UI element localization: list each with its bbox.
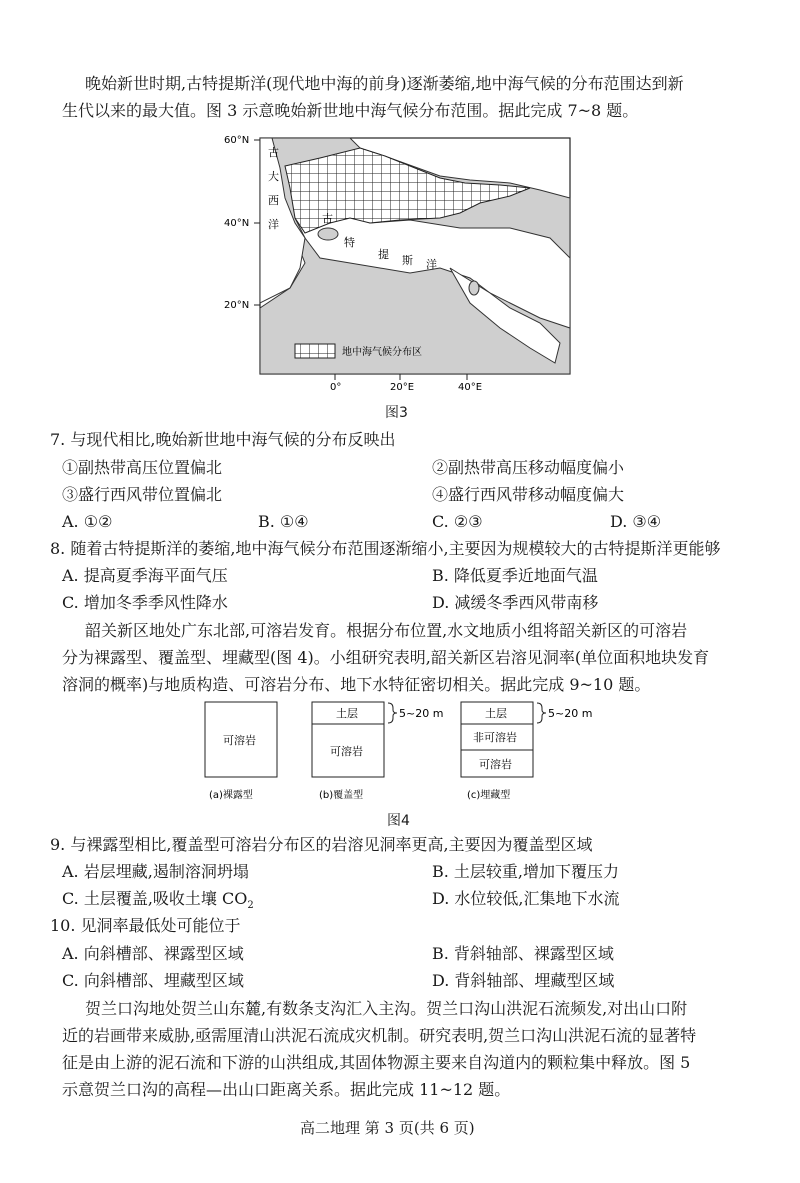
- q7-statement-2: ②副热带高压移动幅度偏小: [432, 458, 625, 477]
- q9-option-c: [62, 888, 254, 917]
- q10-option-a: A. 向斜槽部、裸露型区域: [62, 944, 244, 963]
- tethys-char-3: 提: [378, 248, 389, 261]
- q7-statement-1: ①副热带高压位置偏北: [62, 458, 223, 477]
- atlantic-char-2: 大: [268, 170, 279, 183]
- lat40-label: 40°N: [224, 218, 250, 229]
- intro3-line4: 示意贺兰口沟的高程—出山口距离关系。据此完成 11~12 题。: [62, 1080, 511, 1099]
- q7-stem: 7. 与现代相比,晚始新世地中海气候的分布反映出: [50, 430, 396, 449]
- intro1-line1: 晚始新世时期,古特提斯洋(现代地中海的前身)逐渐萎缩,地中海气候的分布范围达到新: [85, 74, 684, 93]
- q7-option-b: B. ①④: [258, 512, 309, 531]
- q7-statement-3: ③盛行西风带位置偏北: [62, 485, 223, 504]
- intro3-line2: 近的岩画带来威胁,亟需厘清山洪泥石流成灾机制。研究表明,贺兰口沟山洪泥石流的显著特: [62, 1026, 697, 1045]
- tethys-char-4: 斯: [402, 254, 413, 267]
- q8-stem: 8. 随着古特提斯洋的萎缩,地中海气候分布范围逐渐缩小,主要因为规模较大的古特提斯洋更能够: [50, 539, 721, 558]
- figure4-diagram: [195, 700, 605, 810]
- legend-label: 地中海气候分布区: [342, 347, 422, 358]
- fig4b-rock-label: 可溶岩: [330, 745, 363, 758]
- tethys-char-2: 特: [344, 236, 355, 249]
- island-2: [469, 281, 479, 295]
- q7-option-a: A. ①②: [62, 512, 113, 531]
- fig4b-depth: 5~20 m: [399, 707, 444, 720]
- fig4c-nonrock-label: 非可溶岩: [473, 731, 517, 744]
- q8-option-a: A. 提高夏季海平面气压: [62, 566, 228, 585]
- lon0-label: 0°: [330, 382, 342, 393]
- island-1: [318, 228, 338, 240]
- atlantic-char-4: 洋: [268, 218, 279, 231]
- intro3-line3: 征是由上游的泥石流和下游的山洪组成,其固体物源主要来自沟道内的颗粒集中释放。图 5: [62, 1053, 691, 1072]
- lat20-label: 20°N: [224, 300, 250, 311]
- q9-option-a: A. 岩层埋藏,遏制溶洞坍塌: [62, 862, 249, 881]
- q8-option-b: B. 降低夏季近地面气温: [432, 566, 598, 585]
- atlantic-char-1: 古: [268, 146, 279, 159]
- fig4c-soil-label: 土层: [485, 707, 507, 720]
- fig4a-caption: (a)裸露型: [209, 790, 253, 801]
- fig4c-rock-label: 可溶岩: [479, 758, 512, 771]
- intro2-line2: 分为裸露型、覆盖型、埋藏型(图 4)。小组研究表明,韶关新区岩溶见洞率(单位面积地块发育: [62, 648, 710, 667]
- q8-option-c: C. 增加冬季季风性降水: [62, 593, 228, 612]
- figure3-caption: 图3: [385, 405, 408, 421]
- q10-option-d: D. 背斜轴部、埋藏型区域: [432, 971, 615, 990]
- figure3-map: [210, 128, 590, 418]
- atlantic-char-3: 西: [268, 194, 279, 207]
- intro2-line1: 韶关新区地处广东北部,可溶岩发育。根据分布位置,水文地质小组将韶关新区的可溶岩: [85, 621, 688, 640]
- q9-option-d: D. 水位较低,汇集地下水流: [432, 889, 620, 908]
- q10-stem: 10. 见洞率最低处可能位于: [50, 916, 241, 935]
- legend-swatch: [295, 344, 335, 358]
- fig4b-soil-label: 土层: [336, 707, 358, 720]
- q7-option-d: D. ③④: [610, 512, 662, 531]
- lat60-label: 60°N: [224, 135, 250, 146]
- lon20-label: 20°E: [390, 382, 415, 393]
- q9-option-c-sub: 2: [247, 900, 254, 912]
- q10-option-b: B. 背斜轴部、裸露型区域: [432, 944, 614, 963]
- fig4c-caption: (c)埋藏型: [467, 790, 511, 801]
- q8-option-d: D. 减缓冬季西风带南移: [432, 593, 599, 612]
- intro1-line2: 生代以来的最大值。图 3 示意晚始新世地中海气候分布范围。据此完成 7~8 题。: [62, 101, 639, 120]
- fig4b-caption: (b)覆盖型: [319, 790, 364, 801]
- intro2-line3: 溶洞的概率)与地质构造、可溶岩分布、地下水特征密切相关。据此完成 9~10 题。: [62, 675, 651, 694]
- lon40-label: 40°E: [458, 382, 483, 393]
- fig4c-brace: [537, 703, 546, 723]
- q7-statement-4: ④盛行西风带移动幅度偏大: [432, 485, 625, 504]
- fig4c-depth: 5~20 m: [548, 707, 593, 720]
- fig4a-rock-label: 可溶岩: [223, 734, 256, 747]
- q9-option-c-text: C. 土层覆盖,吸收土壤 CO: [62, 889, 248, 908]
- q9-stem: 9. 与裸露型相比,覆盖型可溶岩分布区的岩溶见洞率更高,主要因为覆盖型区域: [50, 835, 593, 854]
- q9-option-b: B. 土层较重,增加下覆压力: [432, 862, 620, 881]
- page-footer: 高二地理 第 3 页(共 6 页): [300, 1119, 475, 1137]
- fig4b-brace: [388, 703, 397, 723]
- tethys-char-5: 洋: [426, 258, 437, 271]
- q7-option-c: C. ②③: [432, 512, 483, 531]
- figure4-caption: 图4: [387, 813, 410, 829]
- q10-option-c: C. 向斜槽部、埋藏型区域: [62, 971, 244, 990]
- intro3-line1: 贺兰口沟地处贺兰山东麓,有数条支沟汇入主沟。贺兰口沟山洪泥石流频发,对出山口附: [85, 999, 688, 1018]
- tethys-char-1: 古: [322, 212, 333, 225]
